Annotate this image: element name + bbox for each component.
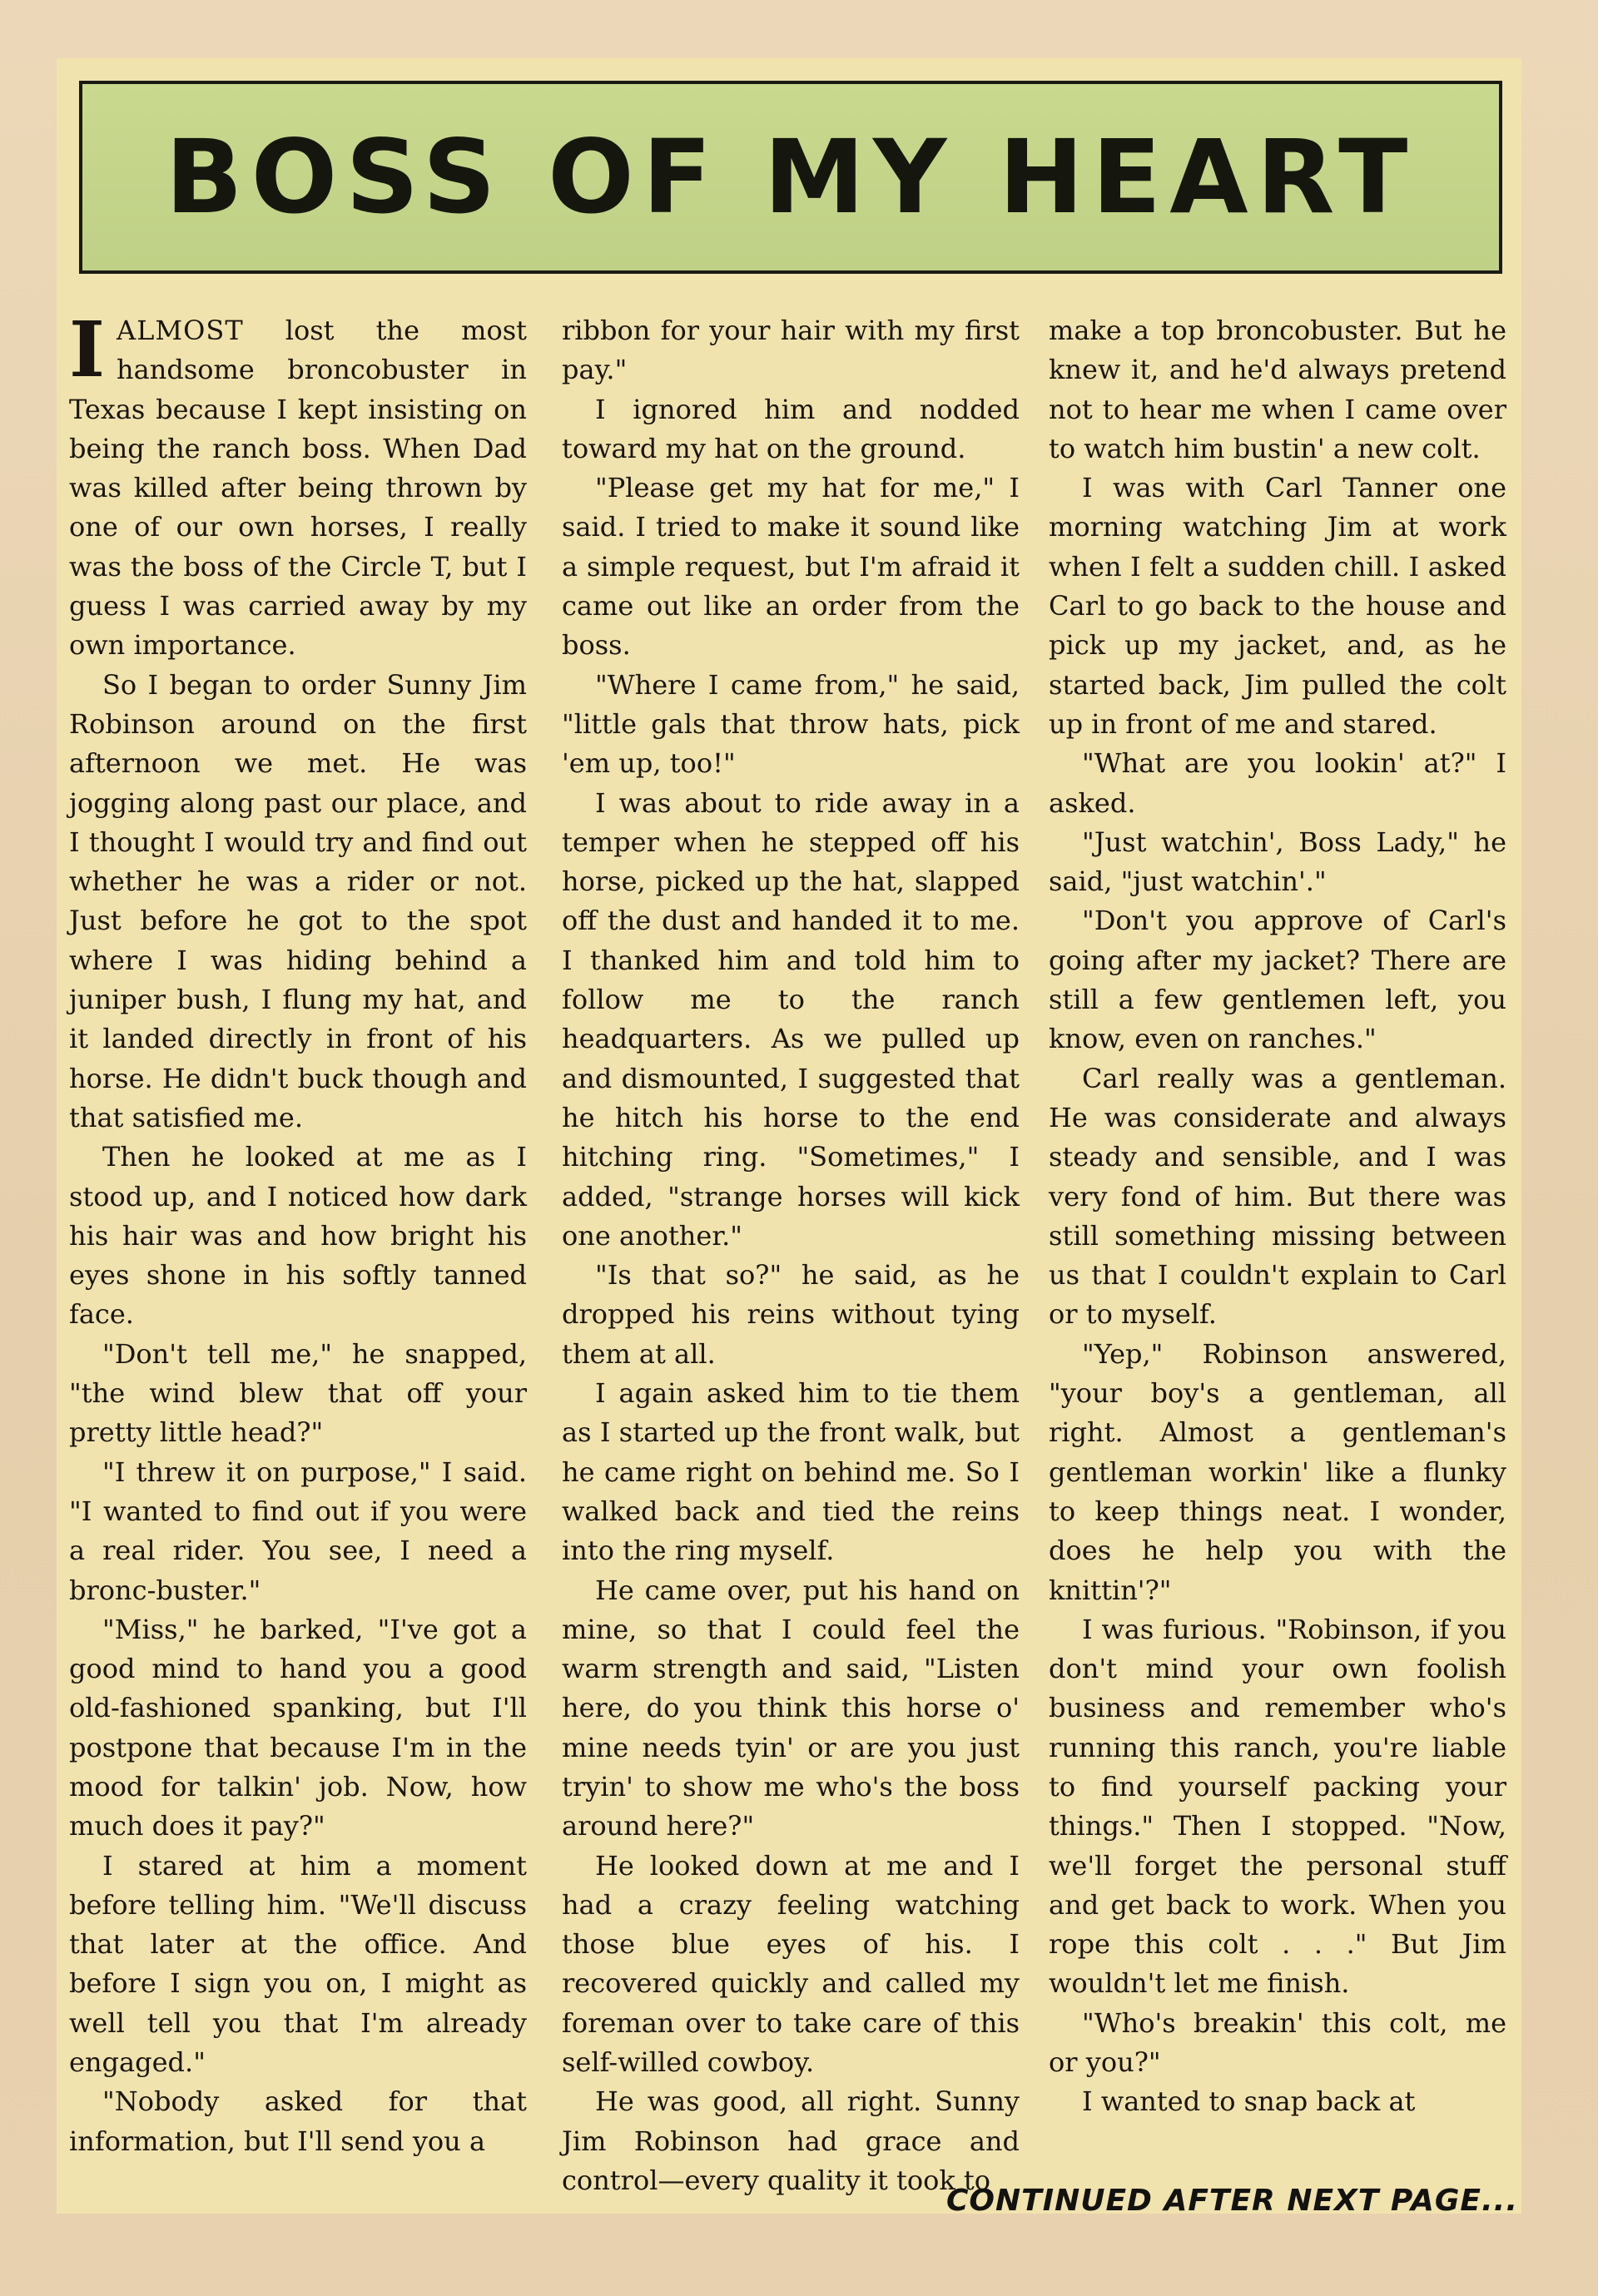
paragraph: "Don't you approve of Carl's going after my jacket? There are still a few gentlemen left, you know, even on ranches."	[1049, 905, 1506, 1055]
paragraph: I stared at him a moment before telling him. "We'll discuss that later at the office. And before I sign you on, I might as well tell you that I'm already engaged."	[69, 1849, 527, 2079]
paragraph: "Is that so?" he said, as he dropped his reins without tying them at all.	[562, 1259, 1020, 1370]
story-column-1	[69, 305, 527, 2161]
paragraph: "Don't tell me," he snapped, "the wind blew that off your pretty little head?"	[69, 1337, 527, 1449]
paragraph: I was about to ride away in a temper when he stepped off his horse, picked up the hat, slapped off the dust and handed it to me. I thanked him and told him to follow me to the ranch headquarters. As we pulled up and dismounted, I suggested that he hitch his horse to the end hitching ring. "Sometimes," I added, "strange horses will kick one another."	[562, 786, 1020, 1252]
paragraph: He was good, all right. Sunny Jim Robinson had grace and control—every quality it took to	[562, 2085, 1020, 2196]
paragraph: "What are you lookin' at?" I asked.	[1049, 747, 1506, 819]
paragraph: He looked down at me and I had a crazy feeling watching those blue eyes of his. I recovered quickly and called my foreman over to take care of this self-willed cowboy.	[562, 1849, 1020, 2079]
story-column-2	[562, 311, 1020, 2200]
paragraph: "Please get my hat for me," I said. I tried to make it sound like a simple request, but I'm afraid it came out like an order from the boss.	[562, 472, 1020, 662]
lead-word: ALMOST	[117, 315, 244, 346]
paragraph: "Just watchin', Boss Lady," he said, "just watchin'."	[1049, 826, 1506, 898]
paragraph: I again asked him to tie them as I started up the front walk, but he came right on behind me. So I walked back and tied the reins into the ring myself.	[562, 1377, 1020, 1567]
paragraph: "Where I came from," he said, "little gals that throw hats, pick 'em up, too!"	[562, 668, 1020, 780]
paragraph: "I threw it on purpose," I said. "I wanted to find out if you were a real rider. You see, I need a bronc-buster."	[69, 1455, 527, 1606]
paragraph: "Miss," he barked, "I've got a good mind to hand you a good old-fashioned spanking, but I'll postpone that because I'm in the mood for talkin' job. Now, how much does it pay?"	[69, 1613, 527, 1842]
paragraph: He came over, put his hand on mine, so that I could feel the warm strength and said, "Listen here, do you think this horse o' mine needs tyin' or are you just tryin' to show me who's the boss around here?"	[562, 1574, 1020, 1842]
paragraph-continued: make a top broncobuster. But he knew it, and he'd always pretend not to hear me when I came over to watch him bustin' a new colt.	[1049, 315, 1506, 464]
drop-cap: I	[69, 305, 106, 394]
story-column-3	[1049, 311, 1506, 2122]
paragraph-continued: ribbon for your hair with my first pay."	[562, 315, 1020, 386]
paragraph: I was furious. "Robinson, if you don't mind your own foolish business and remember who's running this ranch, you're liable to find yourself packing your things." Then I stopped. "Now, we'll forget the personal stuff and get back to work. When you rope this colt . . ." But Jim wouldn't let me finish.	[1049, 1613, 1506, 2000]
paragraph: "Who's breakin' this colt, me or you?"	[1049, 2006, 1506, 2079]
paragraph: Then he looked at me as I stood up, and I noticed how dark his hair was and how bright his eyes shone in his softly tanned face.	[69, 1141, 527, 1331]
opening-paragraph	[69, 305, 527, 666]
opening-text: lost the most handsome broncobuster in Texas because I kept insisting on being the ranch boss. When Dad was killed after being thrown by one of our own horses, I really was the boss of the Circle T, but I guess I was carried away by my own importance.	[69, 315, 527, 662]
paragraph: Carl really was a gentleman. He was considerate and always steady and sensible, and I was very fond of him. But there was still something missing between us that I couldn't explain to Carl or to myself.	[1049, 1062, 1506, 1331]
title-banner	[79, 81, 1502, 274]
paragraph: I was with Carl Tanner one morning watching Jim at work when I felt a sudden chill. I asked Carl to go back to the house and pick up my jacket, and, as he started back, Jim pulled the colt up in front of me and stared.	[1049, 472, 1506, 740]
paragraph: So I began to order Sunny Jim Robinson around on the first afternoon we met. He was jogging along past our place, and I thought I would try and find out whether he was a rider or not. Just before he got to the spot where I was hiding behind a juniper bush, I flung my hat, and it landed directly in front of his horse. He didn't buck though and that satisfied me.	[69, 668, 527, 1133]
page-title: BOSS OF MY HEART	[165, 118, 1417, 236]
paragraph: "Yep," Robinson answered, "your boy's a gentleman, all right. Almost a gentleman's gentleman workin' like a flunky to keep things neat. I wonder, does he help you with the knittin'?"	[1049, 1337, 1506, 1606]
paragraph: "Nobody asked for that information, but I'll send you a	[69, 2085, 527, 2157]
paragraph: I ignored him and nodded toward my hat on the ground.	[562, 393, 1020, 464]
continued-footer: CONTINUED AFTER NEXT PAGE...	[945, 2184, 1518, 2218]
paragraph: I wanted to snap back at	[1082, 2085, 1416, 2118]
